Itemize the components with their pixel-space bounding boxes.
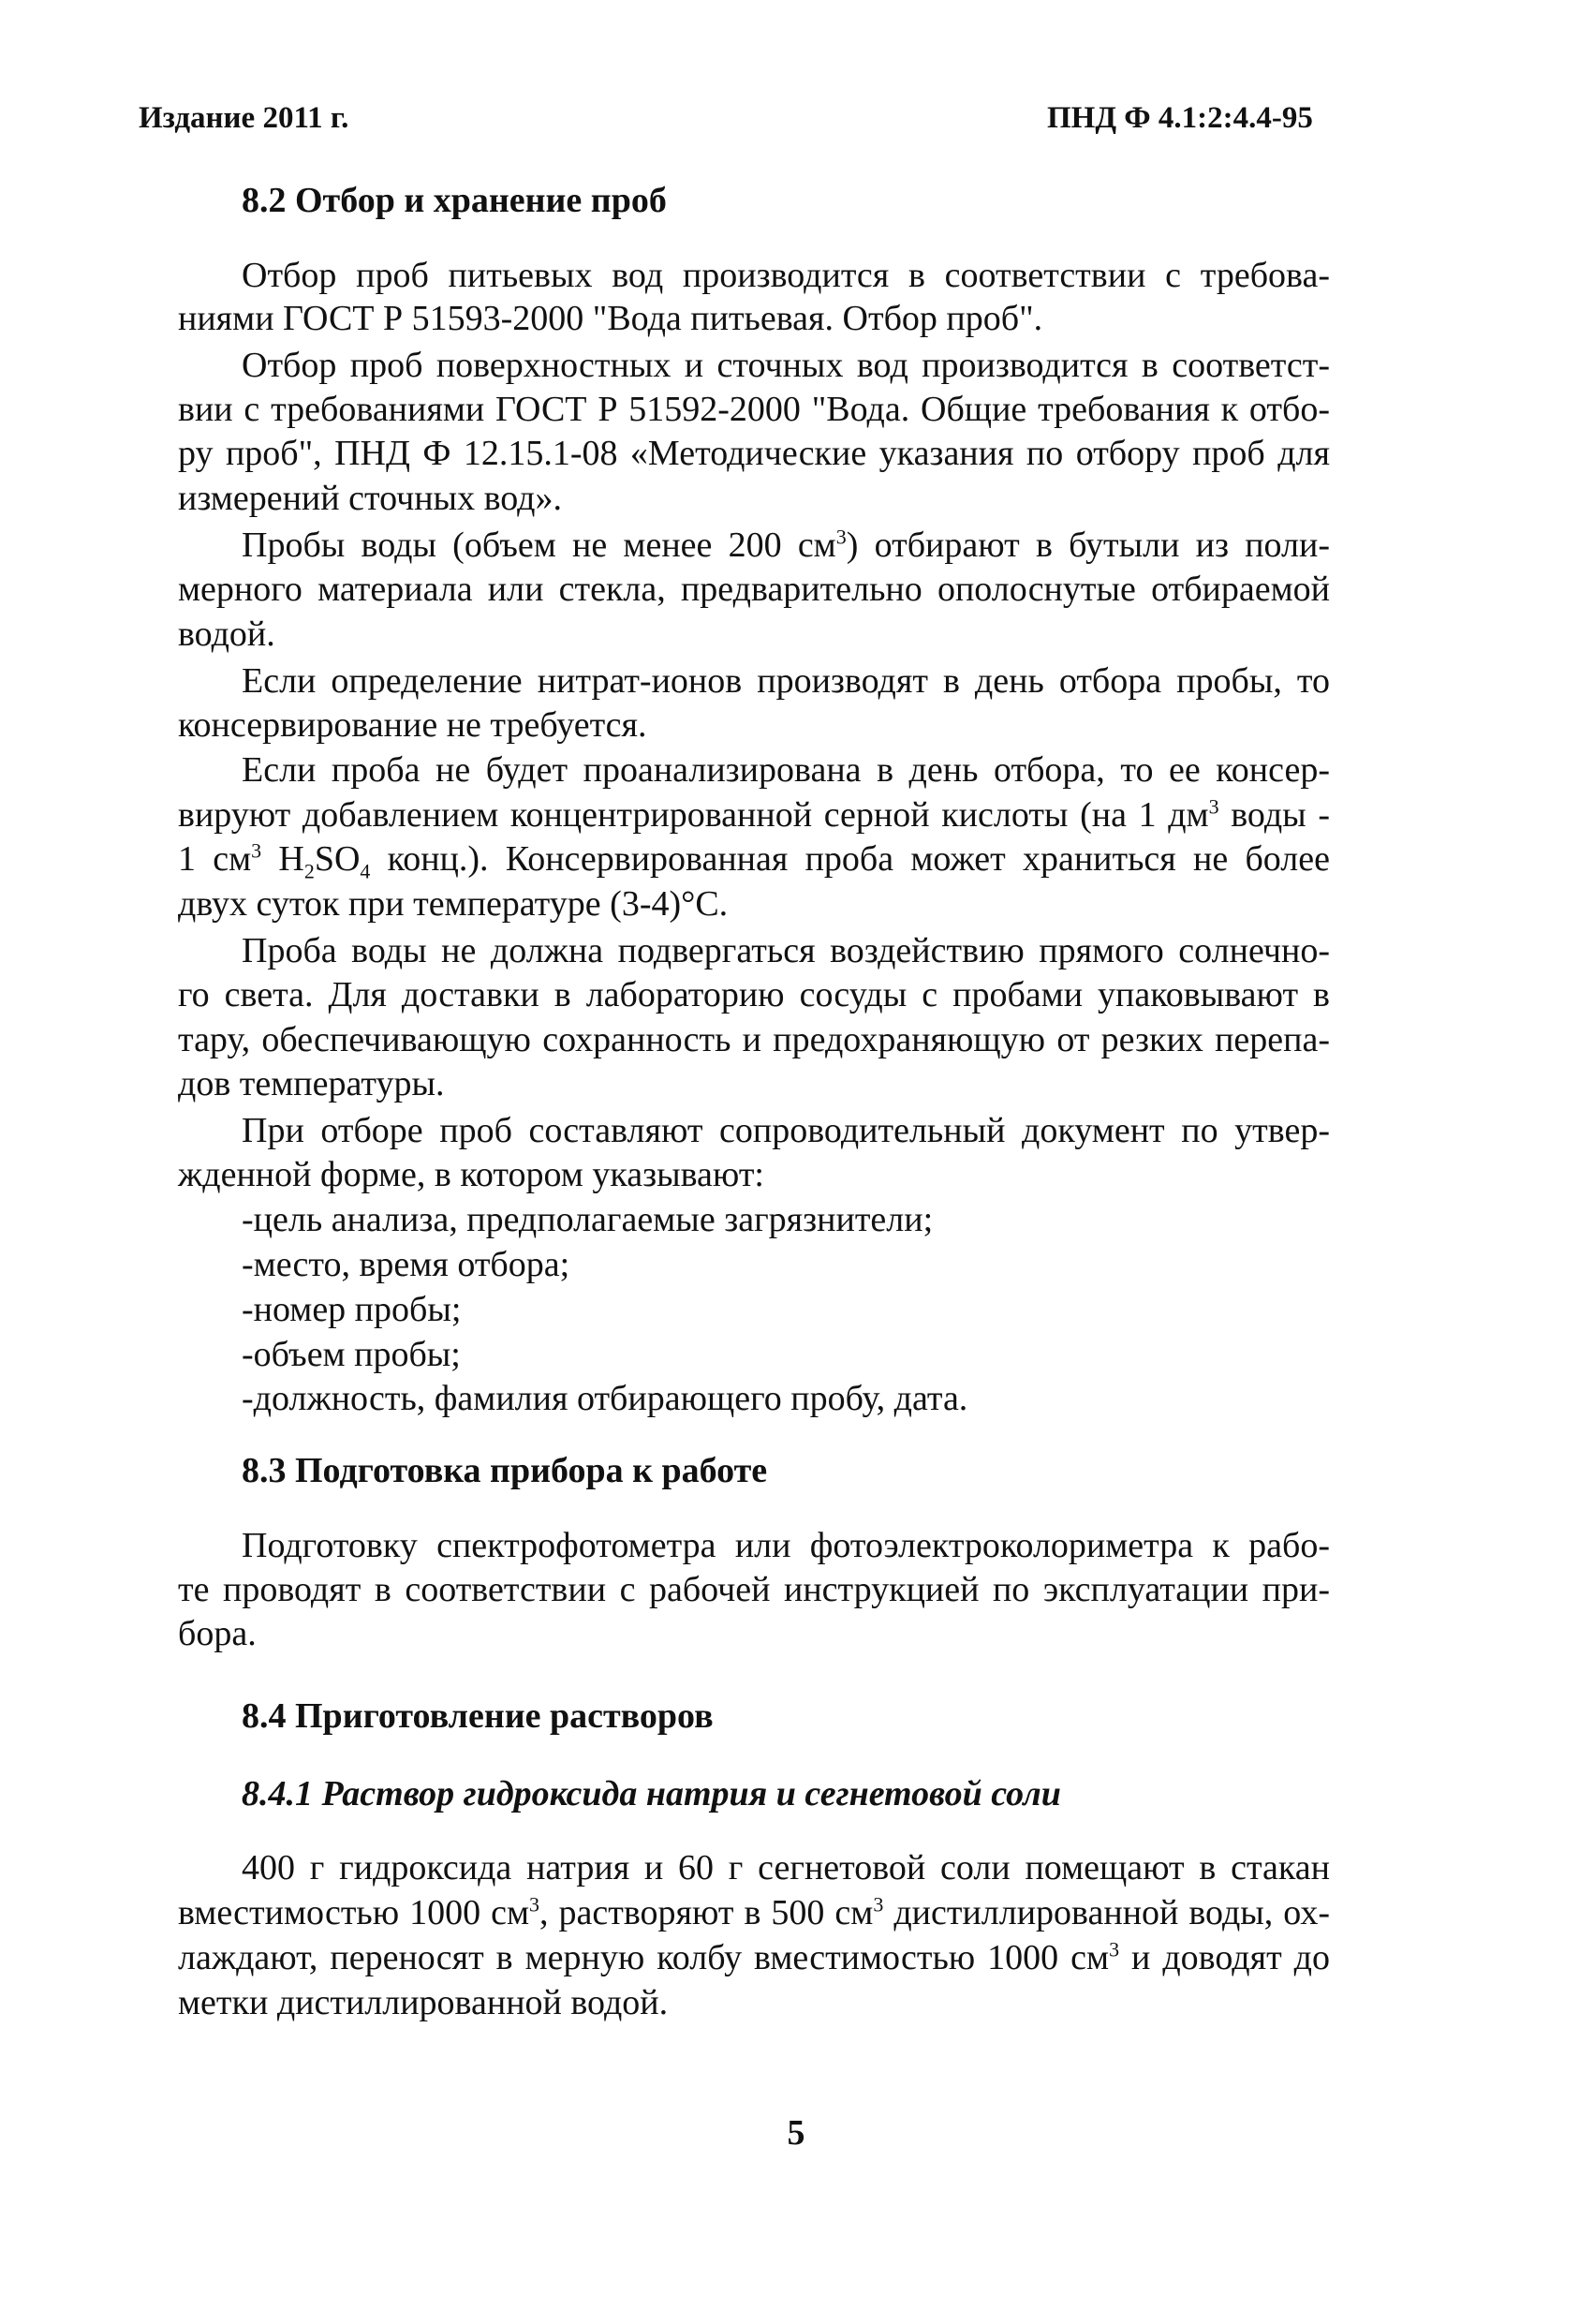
text-line: го света. Для доставки в лабораторию сосуды с пробами упаковывают в xyxy=(178,975,1330,1014)
text-line: вируют добавлением концентрированной серной кислоты (на 1 $дм^3$ воды - xyxy=(178,794,1330,835)
text-line: При отборе проб составляют сопроводительный документ по утвер- xyxy=(242,1111,1330,1150)
text-line: измерений сточных вод». xyxy=(178,479,562,518)
text-line: водой. xyxy=(178,614,275,654)
list-item: -номер пробы; xyxy=(242,1290,462,1329)
text-line: Отбор проб поверхностных и сточных вод производится в соответст- xyxy=(242,346,1330,385)
edition-label: Издание 2011 г. xyxy=(139,101,349,135)
text-line: Если определение нитрат-ионов производят в день отбора пробы, то xyxy=(242,661,1330,701)
text-line: тару, обеспечивающую сохранность и предохраняющую от резких перепа- xyxy=(178,1020,1330,1059)
text-line: Пробы воды (объем не менее 200 $см^3$) отбирают в бутыли из поли- xyxy=(242,525,1330,565)
section-8-4-1-heading: 8.4.1 Раствор гидроксида натрия и сегнетовой соли xyxy=(242,1774,1061,1813)
list-item: -место, время отбора; xyxy=(242,1245,570,1284)
text-line: жденной форме, в котором указывают: xyxy=(178,1155,764,1194)
text-line: лаждают, переносят в мерную колбу вместимостью 1000 $см^3$ и доводят до xyxy=(178,1937,1330,1977)
text-line: Если проба не будет проанализирована в день отбора, то ее консер- xyxy=(242,750,1330,790)
text-line: вместимостью 1000 $см^3$, растворяют в 500 $см^3$ дистиллированной воды, ох- xyxy=(178,1892,1330,1932)
text-line: вии с требованиями ГОСТ Р 51592-2000 "Вода. Общие требования к отбо- xyxy=(178,390,1330,429)
text-line: дов температуры. xyxy=(178,1064,445,1103)
text-line: Подготовку спектрофотометра или фотоэлектроколориметра к рабо- xyxy=(242,1526,1330,1565)
section-8-3-heading: 8.3 Подготовка прибора к работе xyxy=(242,1451,768,1490)
text-line: 400 г гидроксида натрия и 60 г сегнетовой соли помещают в стакан xyxy=(242,1848,1330,1887)
text-line: мерного материала или стекла, предварительно ополоснутые отбираемой xyxy=(178,570,1330,609)
list-item: -объем пробы; xyxy=(242,1335,461,1374)
text-line: ниями ГОСТ Р 51593-2000 "Вода питьевая. Отбор проб". xyxy=(178,299,1043,338)
text-line: ру проб", ПНД Ф 12.15.1-08 «Методические указания по отбору проб для xyxy=(178,434,1330,473)
text-line: те проводят в соответствии с рабочей инструкцией по эксплуатации при- xyxy=(178,1570,1330,1609)
text-line: Проба воды не должна подвергаться воздействию прямого солнечно- xyxy=(242,931,1330,970)
text-line: 1 $см^3$ $H_2SO_4$ конц.). Консервированная проба может храниться не более xyxy=(178,838,1330,883)
page-number: 5 xyxy=(787,2113,805,2153)
list-item: -цель анализа, предполагаемые загрязнители; xyxy=(242,1200,934,1239)
text-line: двух суток при температуре (3-4)°С. xyxy=(178,884,729,924)
document-code: ПНД Ф 4.1:2:4.4-95 xyxy=(1047,101,1313,135)
section-8-4-heading: 8.4 Приготовление растворов xyxy=(242,1696,714,1736)
list-item: -должность, фамилия отбирающего пробу, дата. xyxy=(242,1379,968,1418)
section-8-2-heading: 8.2 Отбор и хранение проб xyxy=(242,181,667,220)
text-line: консервирование не требуется. xyxy=(178,705,647,745)
text-line: метки дистиллированной водой. xyxy=(178,1983,669,2022)
text-line: бора. xyxy=(178,1614,257,1653)
text-line: Отбор проб питьевых вод производится в соответствии с требова- xyxy=(242,256,1330,295)
